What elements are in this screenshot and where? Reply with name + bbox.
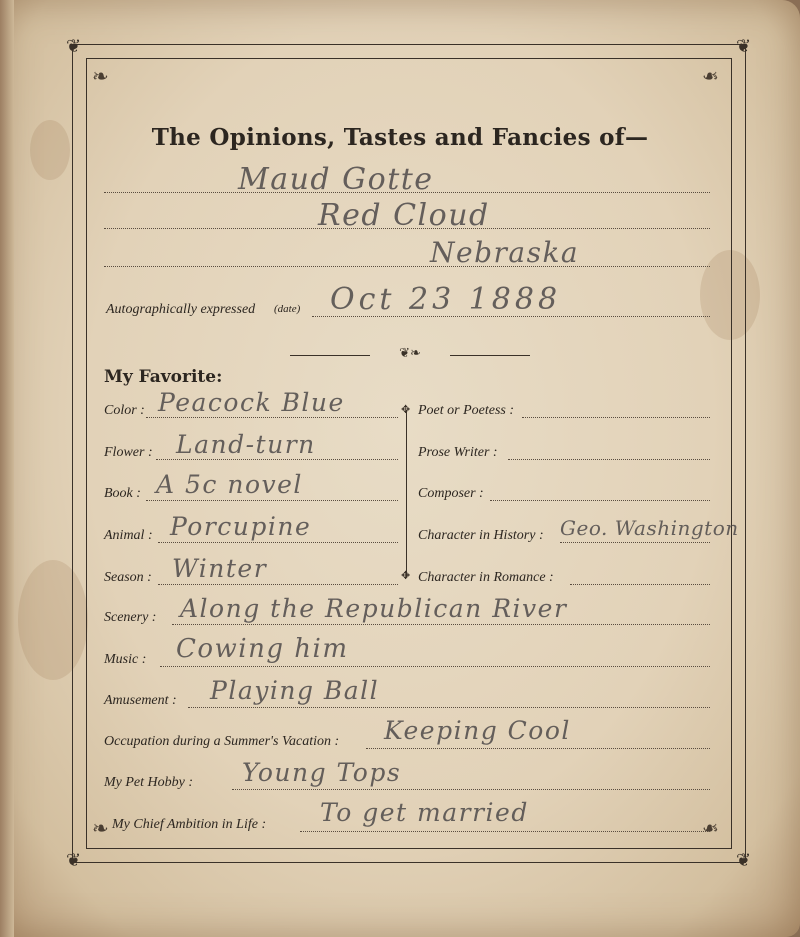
season-label: Season : <box>104 570 152 585</box>
music-label: Music : <box>104 652 147 667</box>
column-divider <box>406 410 407 577</box>
color-line <box>146 417 398 418</box>
divider-cap-icon: ✥ <box>401 569 411 582</box>
vacation-occupation-label: Occupation during a Summer's Vacation : <box>104 734 340 749</box>
page-title: The Opinions, Tastes and Fancies of— <box>151 124 649 151</box>
scenery-value: Along the Republican River <box>180 594 568 623</box>
divider-ornament <box>290 346 530 361</box>
date-label: (date) <box>274 303 301 315</box>
color-label: Color : <box>104 403 145 418</box>
floral-sprig-icon: ❧ <box>92 64 109 88</box>
composer-label: Composer : <box>418 486 484 501</box>
corner-ornament-icon: ❦ <box>66 36 82 57</box>
season-line <box>158 584 398 585</box>
floral-sprig-icon: ❧ <box>702 816 719 840</box>
floral-divider-icon: ❦❧ <box>399 346 421 361</box>
amusement-value: Playing Ball <box>210 676 380 705</box>
corner-ornament-icon: ❦ <box>66 850 82 871</box>
romance-character-label: Character in Romance : <box>418 570 554 585</box>
scenery-line <box>172 624 710 625</box>
corner-ornament-icon: ❦ <box>736 36 752 57</box>
divider-cap-icon: ✥ <box>401 403 411 416</box>
romance-character-line <box>570 584 710 585</box>
chief-ambition-value: To get married <box>320 798 529 827</box>
scenery-label: Scenery : <box>104 610 157 625</box>
composer-line <box>490 500 710 501</box>
chief-ambition-label: My Chief Ambition in Life : <box>112 817 267 832</box>
history-character-value: Geo. Washington <box>560 516 739 540</box>
autograph-date: Oct 23 1888 <box>330 282 562 317</box>
vacation-occupation-line <box>366 748 710 749</box>
owner-state: Nebraska <box>430 236 580 269</box>
prose-writer-line <box>508 459 710 460</box>
flower-value: Land-turn <box>176 430 316 459</box>
amusement-label: Amusement : <box>104 693 177 708</box>
state-line <box>104 266 710 267</box>
music-line <box>160 666 710 667</box>
animal-label: Animal : <box>104 528 153 543</box>
book-label: Book : <box>104 486 141 501</box>
animal-value: Porcupine <box>170 512 312 541</box>
season-value: Winter <box>172 554 268 583</box>
autograph-label: Autographically expressed <box>106 302 256 317</box>
corner-ornament-icon: ❦ <box>736 850 752 871</box>
history-character-line <box>560 542 710 543</box>
history-character-label: Character in History : <box>418 528 544 543</box>
pet-hobby-value: Young Tops <box>242 758 402 787</box>
pet-hobby-label: My Pet Hobby : <box>104 775 194 790</box>
floral-sprig-icon: ❧ <box>92 816 109 840</box>
flower-line <box>156 459 398 460</box>
poet-label: Poet or Poetess : <box>418 403 515 418</box>
floral-sprig-icon: ❧ <box>702 64 719 88</box>
chief-ambition-line <box>300 831 710 832</box>
prose-writer-label: Prose Writer : <box>418 445 498 460</box>
music-value: Cowing him <box>176 634 349 664</box>
owner-town: Red Cloud <box>318 198 490 233</box>
book-line <box>146 500 398 501</box>
owner-name: Maud Gotte <box>238 162 434 197</box>
amusement-line <box>188 707 710 708</box>
pet-hobby-line <box>232 789 710 790</box>
poet-line <box>522 417 710 418</box>
color-value: Peacock Blue <box>158 388 345 417</box>
flower-label: Flower : <box>104 445 153 460</box>
vacation-occupation-value: Keeping Cool <box>384 716 571 745</box>
book-value: A 5c novel <box>156 470 303 499</box>
favorites-heading: My Favorite: <box>104 367 223 387</box>
animal-line <box>158 542 398 543</box>
